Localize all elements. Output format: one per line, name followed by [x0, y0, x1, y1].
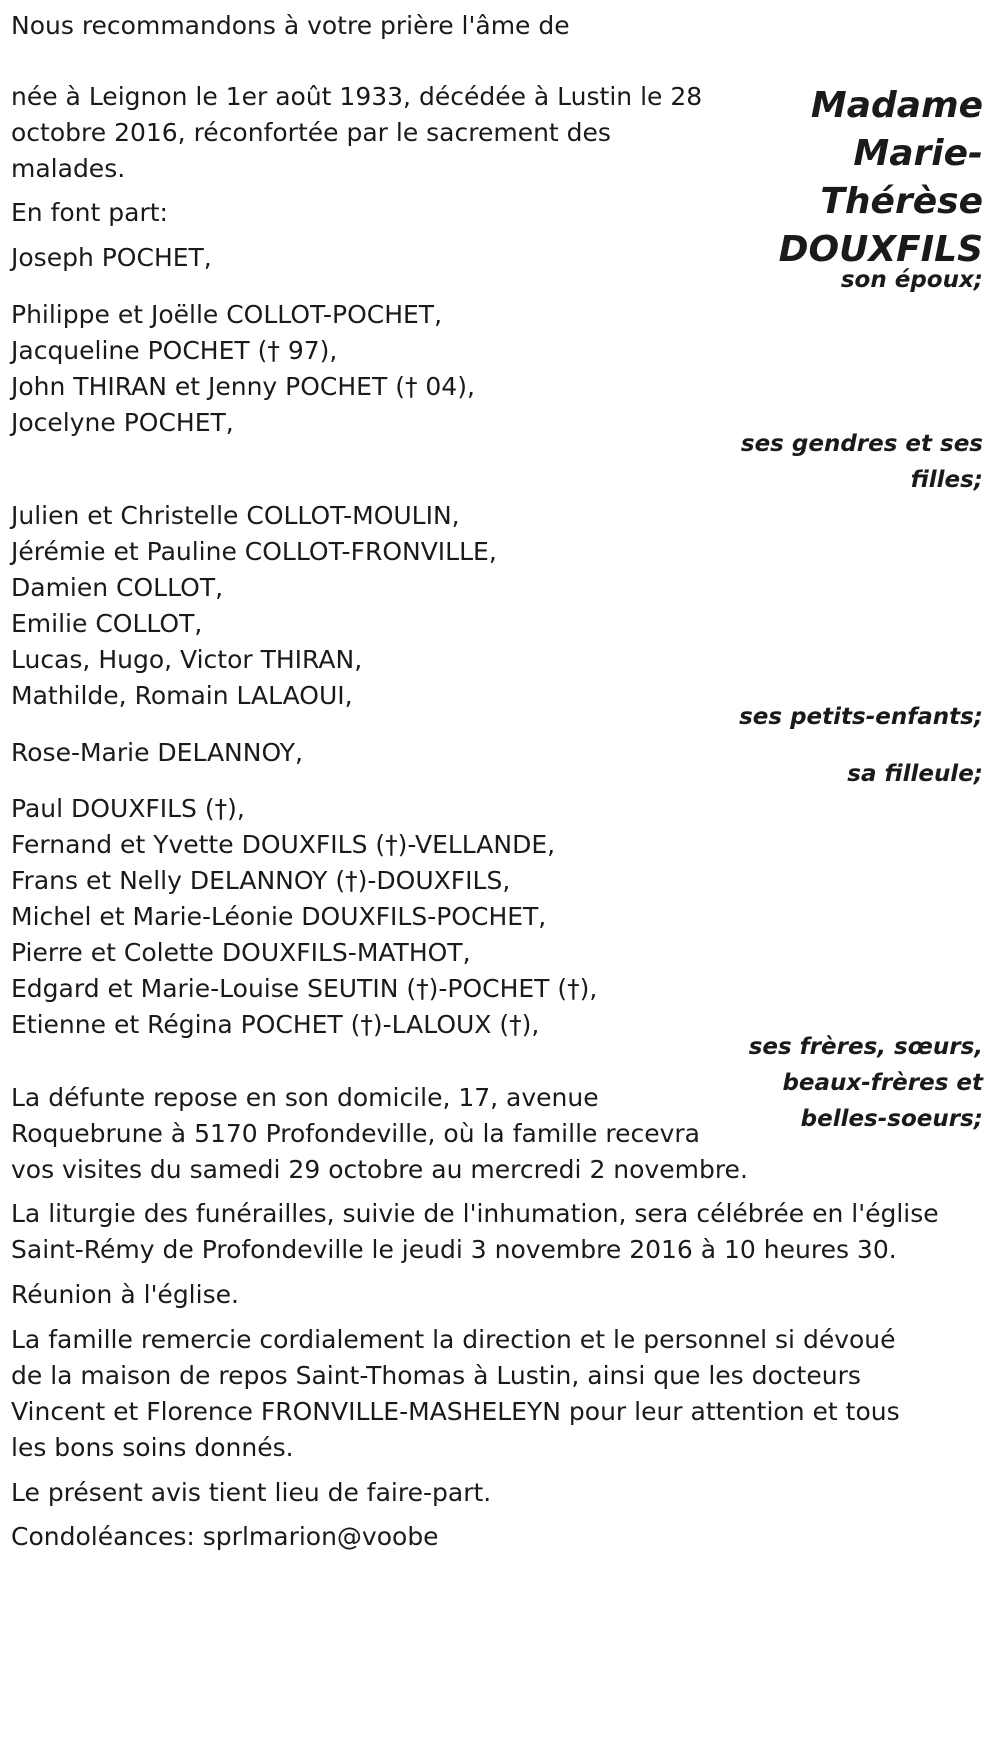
- thanks-line: de la maison de repos Saint-Thomas à Lustin, ainsi que les docteurs: [11, 1361, 861, 1390]
- relation-label: son époux;: [840, 267, 983, 293]
- relation-label: ses gendres et ses: [740, 431, 983, 457]
- family-member: Julien et Christelle COLLOT-MOULIN,: [11, 501, 460, 530]
- liturgy-line: Saint-Rémy de Profondeville le jeudi 3 novembre 2016 à 10 heures 30.: [11, 1235, 897, 1264]
- visit-info-line: La défunte repose en son domicile, 17, avenue: [11, 1083, 599, 1112]
- family-member: Philippe et Joëlle COLLOT-POCHET,: [11, 300, 443, 329]
- birth-death-line: malades.: [11, 154, 126, 183]
- family-member: Joseph POCHET,: [11, 243, 212, 272]
- family-member: Paul DOUXFILS (†),: [11, 794, 245, 823]
- family-member: Jacqueline POCHET († 97),: [11, 336, 338, 365]
- condolences-text: Condoléances: sprlmarion@voobe: [11, 1522, 439, 1551]
- birth-death-line: octobre 2016, réconfortée par le sacrement des: [11, 118, 611, 147]
- deceased-name-line: Marie-: [853, 133, 983, 174]
- family-member: Lucas, Hugo, Victor THIRAN,: [11, 645, 363, 674]
- family-member: Emilie COLLOT,: [11, 609, 203, 638]
- thanks-line: les bons soins donnés.: [11, 1433, 294, 1462]
- liturgy-line: La liturgie des funérailles, suivie de l'inhumation, sera célébrée en l'église: [11, 1199, 939, 1228]
- family-member: Fernand et Yvette DOUXFILS (†)-VELLANDE,: [11, 830, 556, 859]
- notice-text: Le présent avis tient lieu de faire-part.: [11, 1478, 492, 1507]
- family-member: Pierre et Colette DOUXFILS-MATHOT,: [11, 938, 471, 967]
- thanks-line: La famille remercie cordialement la direction et le personnel si dévoué: [11, 1325, 896, 1354]
- relation-label: beaux-frères et: [782, 1070, 983, 1096]
- relation-label: sa filleule;: [847, 761, 983, 787]
- family-member: Damien COLLOT,: [11, 573, 224, 602]
- visit-info-line: vos visites du samedi 29 octobre au mercredi 2 novembre.: [11, 1155, 748, 1184]
- family-member: Mathilde, Romain LALAOUI,: [11, 681, 353, 710]
- family-member: John THIRAN et Jenny POCHET († 04),: [11, 372, 475, 401]
- reunion-text: Réunion à l'église.: [11, 1280, 239, 1309]
- deceased-name-line: DOUXFILS: [778, 229, 983, 270]
- family-member: Edgard et Marie-Louise SEUTIN (†)-POCHET (†),: [11, 974, 598, 1003]
- family-member: Rose-Marie DELANNOY,: [11, 738, 303, 767]
- relation-label: ses frères, sœurs,: [748, 1034, 983, 1060]
- intro-text: Nous recommandons à votre prière l'âme de: [11, 11, 570, 40]
- visit-info-line: Roquebrune à 5170 Profondeville, où la famille recevra: [11, 1119, 700, 1148]
- deceased-name-line: Thérèse: [820, 181, 983, 222]
- deceased-name-line: Madame: [810, 85, 983, 126]
- relation-label: filles;: [910, 467, 983, 493]
- family-member: Michel et Marie-Léonie DOUXFILS-POCHET,: [11, 902, 547, 931]
- family-member: Etienne et Régina POCHET (†)-LALOUX (†),: [11, 1010, 540, 1039]
- deceased-name: [773, 82, 983, 274]
- announce-text: En font part:: [11, 198, 168, 227]
- family-member: Jocelyne POCHET,: [11, 408, 234, 437]
- thanks-line: Vincent et Florence FRONVILLE-MASHELEYN pour leur attention et tous: [11, 1397, 900, 1426]
- family-member: Frans et Nelly DELANNOY (†)-DOUXFILS,: [11, 866, 511, 895]
- birth-death-line: née à Leignon le 1er août 1933, décédée à Lustin le 28: [11, 82, 703, 111]
- family-member: Jérémie et Pauline COLLOT-FRONVILLE,: [11, 537, 497, 566]
- relation-label: belles-soeurs;: [800, 1106, 983, 1132]
- relation-label: ses petits-enfants;: [739, 704, 983, 730]
